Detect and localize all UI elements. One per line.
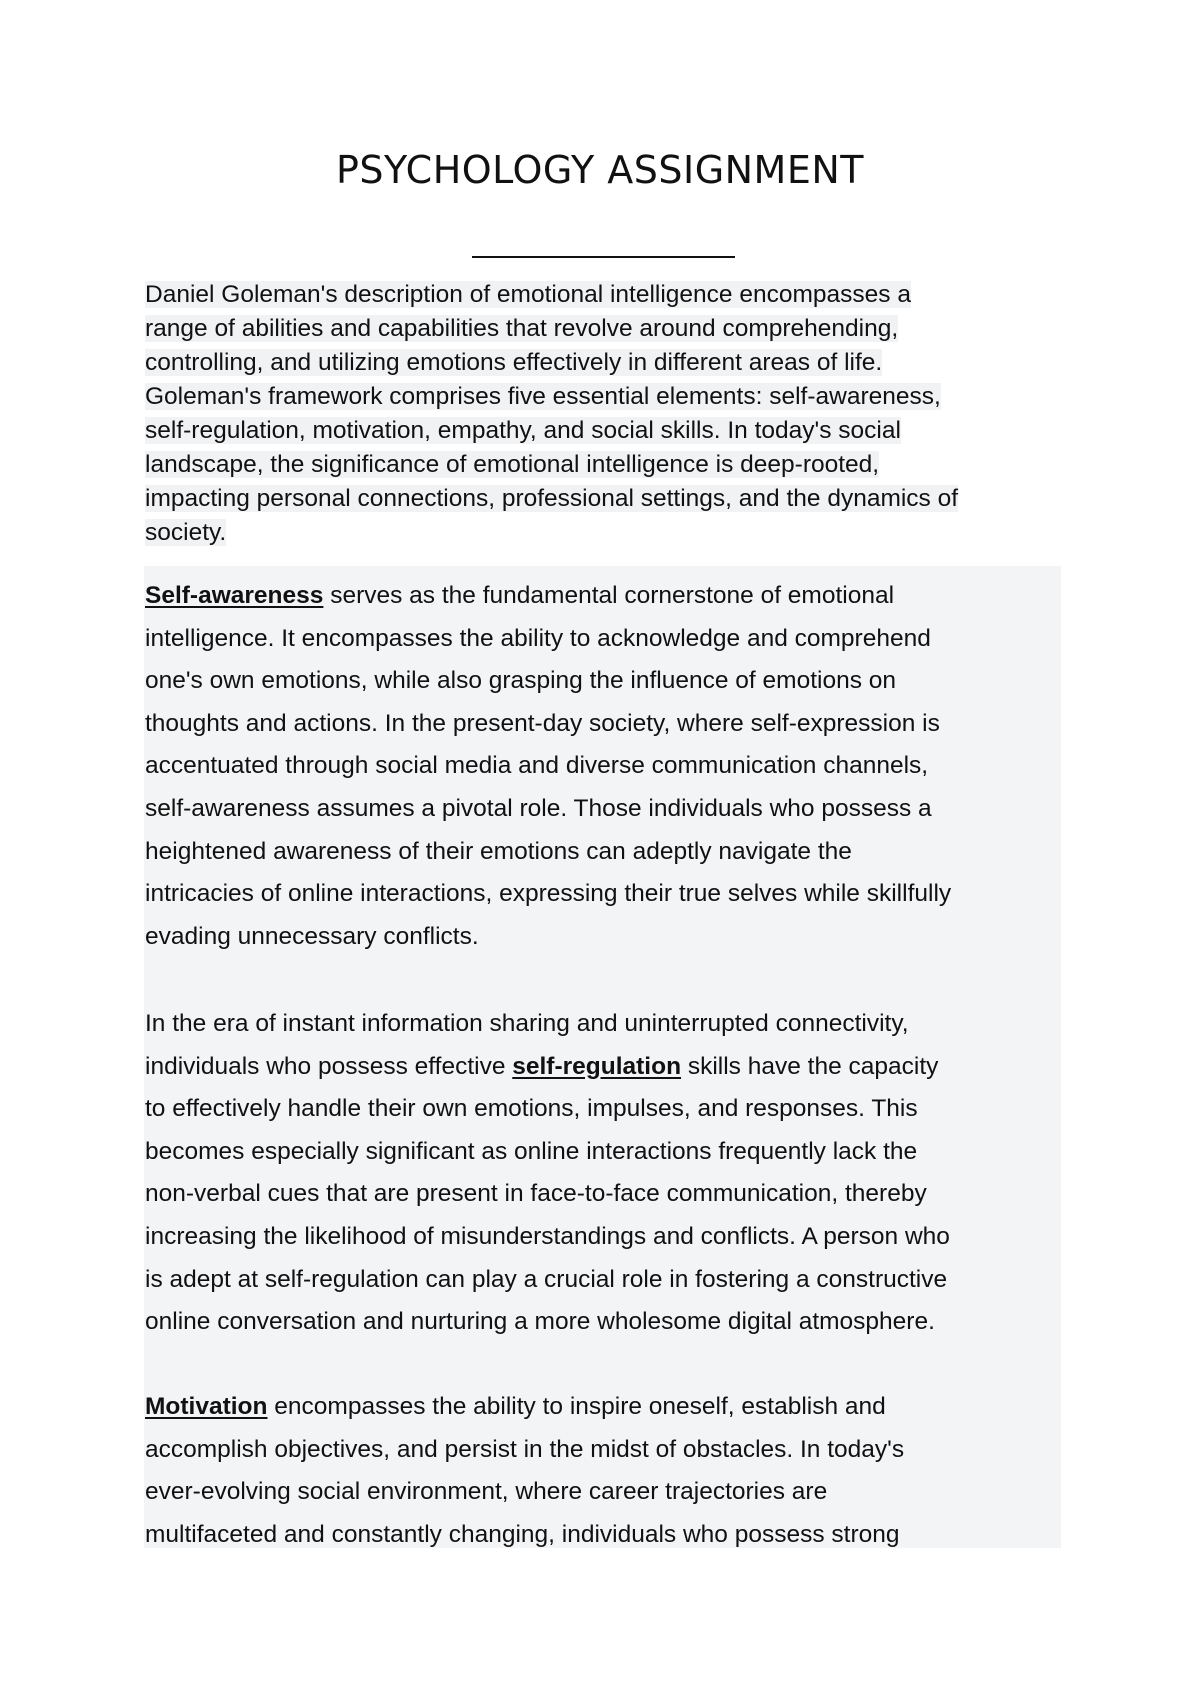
paragraph-line: individuals who possess effective self-regulation skills have the capacity [145, 1052, 939, 1080]
intro-line: landscape, the significance of emotional intelligence is deep-rooted, [145, 451, 880, 478]
intro-line: self-regulation, motivation, empathy, and social skills. In today's social [145, 417, 901, 444]
paragraph-line: accentuated through social media and diverse communication channels, [145, 752, 929, 780]
intro-line: society. [145, 519, 227, 546]
paragraph-line: self-awareness assumes a pivotal role. Those individuals who possess a [145, 794, 932, 822]
paragraph-line: multifaceted and constantly changing, individuals who possess strong [145, 1520, 900, 1548]
paragraph-line: Self-awareness serves as the fundamental cornerstone of emotional [145, 582, 895, 609]
paragraph-line: In the era of instant information sharing and uninterrupted connectivity, [145, 1010, 909, 1037]
paragraph-line: thoughts and actions. In the present-day society, where self-expression is [145, 709, 940, 737]
paragraph-line: to effectively handle their own emotions, impulses, and responses. This [145, 1095, 918, 1123]
document-title: PSYCHOLOGY ASSIGNMENT [335, 148, 864, 192]
paragraph-line: evading unnecessary conflicts. [145, 922, 479, 950]
paragraph-line: becomes especially significant as online interactions frequently lack the [145, 1137, 918, 1165]
paragraph-line: intricacies of online interactions, expressing their true selves while skillfully [145, 880, 952, 908]
paragraph-line: increasing the likelihood of misunderstandings and conflicts. A person who [145, 1222, 950, 1250]
paragraph-line: one's own emotions, while also grasping the influence of emotions on [145, 667, 897, 695]
self-regulation-paragraph [145, 1003, 1060, 1344]
term-motivation: Motivation [145, 1393, 268, 1420]
intro-paragraph [145, 278, 1065, 550]
term-self-awareness: Self-awareness [145, 582, 324, 609]
intro-line: impacting personal connections, professional settings, and the dynamics of [145, 485, 959, 512]
paragraph-line: online conversation and nurturing a more wholesome digital atmosphere. [145, 1308, 935, 1336]
intro-line: range of abilities and capabilities that revolve around comprehending, [145, 315, 899, 342]
intro-line: controlling, and utilizing emotions effectively in different areas of life. [145, 349, 883, 376]
motivation-paragraph [145, 1386, 1060, 1556]
paragraph-line: ever-evolving social environment, where career trajectories are [145, 1478, 828, 1506]
paragraph-line: Motivation encompasses the ability to inspire oneself, establish and [145, 1393, 886, 1420]
intro-line: Daniel Goleman's description of emotional intelligence encompasses a [145, 281, 911, 308]
paragraph-line: is adept at self-regulation can play a crucial role in fostering a constructive [145, 1265, 948, 1293]
intro-line: Goleman's framework comprises five essential elements: self-awareness, [145, 383, 941, 410]
paragraph-line: intelligence. It encompasses the ability to acknowledge and comprehend [145, 624, 931, 652]
paragraph-line: non-verbal cues that are present in face-to-face communication, thereby [145, 1180, 927, 1208]
paragraph-line: heightened awareness of their emotions can adeptly navigate the [145, 837, 852, 865]
term-self-regulation: self-regulation [512, 1052, 682, 1080]
title-underline-rule [472, 256, 735, 258]
self-awareness-paragraph [145, 575, 1060, 958]
paragraph-line: accomplish objectives, and persist in the midst of obstacles. In today's [145, 1435, 905, 1463]
